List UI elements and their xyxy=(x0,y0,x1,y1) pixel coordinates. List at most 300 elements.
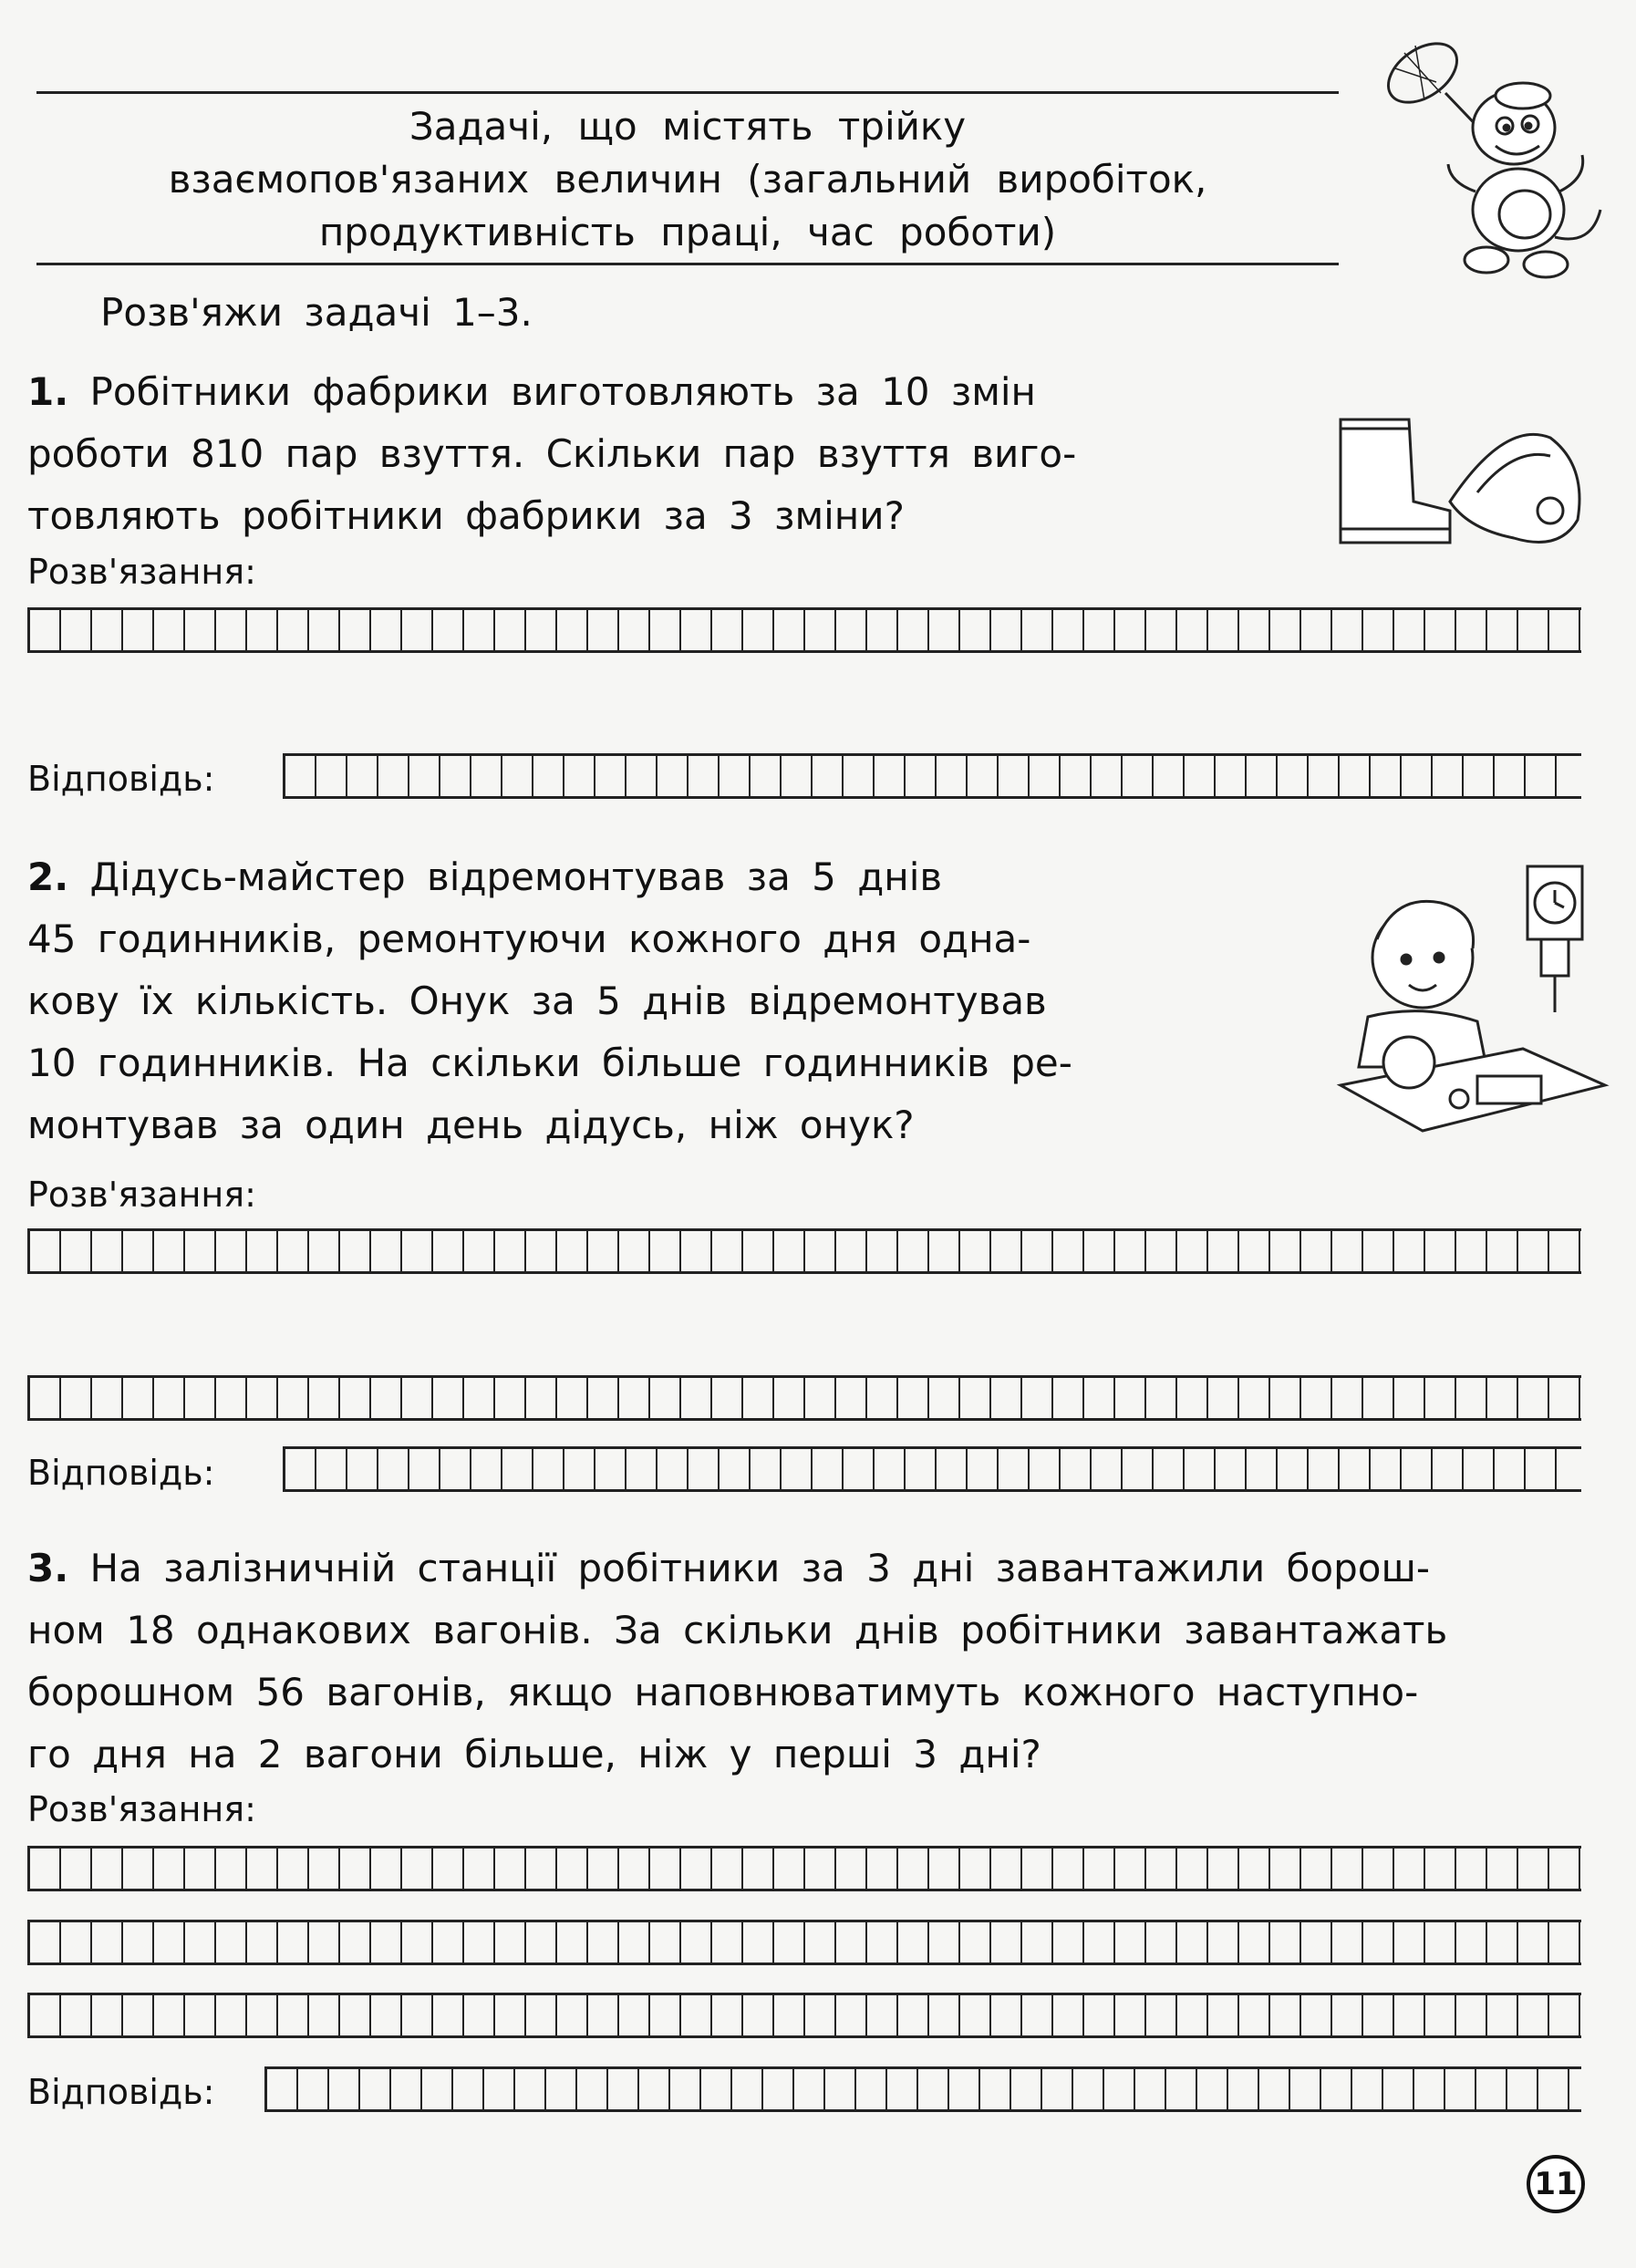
grid-cell[interactable] xyxy=(1061,756,1092,796)
grid-cell[interactable] xyxy=(557,1922,588,1962)
grid-cell[interactable] xyxy=(1247,756,1278,796)
grid-cell[interactable] xyxy=(1425,1922,1456,1962)
grid-cell[interactable] xyxy=(216,1378,247,1418)
grid-cell[interactable] xyxy=(1259,2069,1290,2109)
grid-cell[interactable] xyxy=(1208,610,1239,650)
grid-cell[interactable] xyxy=(867,1995,898,2035)
grid-cell[interactable] xyxy=(123,610,154,650)
grid-cell[interactable] xyxy=(1185,756,1216,796)
grid-cell[interactable] xyxy=(794,2069,825,2109)
grid-cell[interactable] xyxy=(1053,1378,1084,1418)
grid-cell[interactable] xyxy=(61,1995,92,2035)
grid-cell[interactable] xyxy=(588,1849,619,1889)
grid-cell[interactable] xyxy=(154,1849,185,1889)
grid-cell[interactable] xyxy=(1011,2069,1042,2109)
grid-cell[interactable] xyxy=(774,1849,805,1889)
grid-cell[interactable] xyxy=(782,756,813,796)
grid-cell[interactable] xyxy=(247,1995,278,2035)
grid-cell[interactable] xyxy=(1104,2069,1135,2109)
grid-cell[interactable] xyxy=(774,1378,805,1418)
grid-cell[interactable] xyxy=(216,1849,247,1889)
grid-cell[interactable] xyxy=(1239,1922,1270,1962)
grid-cell[interactable] xyxy=(619,1922,650,1962)
grid-cell[interactable] xyxy=(123,1231,154,1271)
grid-cell[interactable] xyxy=(1084,1922,1115,1962)
grid-cell[interactable] xyxy=(1177,610,1208,650)
grid-cell[interactable] xyxy=(836,1231,867,1271)
grid-cell[interactable] xyxy=(1456,1231,1487,1271)
grid-cell[interactable] xyxy=(471,1449,502,1489)
grid-cell[interactable] xyxy=(1332,1922,1363,1962)
grid-cell[interactable] xyxy=(732,2069,763,2109)
grid-cell[interactable] xyxy=(329,2069,360,2109)
grid-cell[interactable] xyxy=(1301,610,1332,650)
grid-cell[interactable] xyxy=(1301,1922,1332,1962)
grid-cell[interactable] xyxy=(1549,1849,1580,1889)
grid-cell[interactable] xyxy=(658,1449,689,1489)
task-1-solution-grid[interactable] xyxy=(27,607,1581,653)
grid-cell[interactable] xyxy=(185,1995,216,2035)
grid-cell[interactable] xyxy=(402,1231,433,1271)
grid-cell[interactable] xyxy=(526,610,557,650)
grid-cell[interactable] xyxy=(1487,1922,1518,1962)
grid-cell[interactable] xyxy=(1061,1449,1092,1489)
grid-cell[interactable] xyxy=(1425,1995,1456,2035)
grid-cell[interactable] xyxy=(595,1449,626,1489)
grid-cell[interactable] xyxy=(999,1449,1030,1489)
grid-cell[interactable] xyxy=(185,1849,216,1889)
grid-cell[interactable] xyxy=(1030,756,1061,796)
grid-cell[interactable] xyxy=(1278,756,1309,796)
grid-cell[interactable] xyxy=(1394,1378,1425,1418)
grid-cell[interactable] xyxy=(588,610,619,650)
grid-cell[interactable] xyxy=(619,1849,650,1889)
grid-cell[interactable] xyxy=(1425,610,1456,650)
grid-cell[interactable] xyxy=(1425,1378,1456,1418)
grid-cell[interactable] xyxy=(1270,1922,1301,1962)
grid-cell[interactable] xyxy=(805,610,836,650)
grid-cell[interactable] xyxy=(929,1922,960,1962)
grid-cell[interactable] xyxy=(875,756,906,796)
grid-cell[interactable] xyxy=(402,610,433,650)
grid-cell[interactable] xyxy=(906,756,937,796)
grid-cell[interactable] xyxy=(813,756,844,796)
grid-cell[interactable] xyxy=(595,756,626,796)
grid-cell[interactable] xyxy=(371,1995,402,2035)
grid-cell[interactable] xyxy=(154,1231,185,1271)
grid-cell[interactable] xyxy=(619,1995,650,2035)
grid-cell[interactable] xyxy=(929,1995,960,2035)
grid-cell[interactable] xyxy=(1177,1231,1208,1271)
grid-cell[interactable] xyxy=(1456,1849,1487,1889)
grid-cell[interactable] xyxy=(856,2069,887,2109)
grid-cell[interactable] xyxy=(619,610,650,650)
grid-cell[interactable] xyxy=(1433,1449,1464,1489)
grid-cell[interactable] xyxy=(681,1922,712,1962)
grid-cell[interactable] xyxy=(515,2069,546,2109)
grid-cell[interactable] xyxy=(495,1231,526,1271)
grid-cell[interactable] xyxy=(1309,756,1340,796)
grid-cell[interactable] xyxy=(670,2069,701,2109)
grid-cell[interactable] xyxy=(433,1995,464,2035)
grid-cell[interactable] xyxy=(433,610,464,650)
grid-cell[interactable] xyxy=(340,1922,371,1962)
grid-cell[interactable] xyxy=(887,2069,918,2109)
grid-cell[interactable] xyxy=(1146,1995,1177,2035)
grid-cell[interactable] xyxy=(712,610,743,650)
grid-cell[interactable] xyxy=(1053,1231,1084,1271)
grid-cell[interactable] xyxy=(1487,1995,1518,2035)
grid-cell[interactable] xyxy=(1053,1849,1084,1889)
grid-cell[interactable] xyxy=(639,2069,670,2109)
grid-cell[interactable] xyxy=(991,1922,1022,1962)
grid-cell[interactable] xyxy=(774,1231,805,1271)
grid-cell[interactable] xyxy=(526,1849,557,1889)
grid-cell[interactable] xyxy=(1487,1378,1518,1418)
grid-cell[interactable] xyxy=(968,756,999,796)
grid-cell[interactable] xyxy=(402,1995,433,2035)
grid-cell[interactable] xyxy=(898,1995,929,2035)
grid-cell[interactable] xyxy=(1092,1449,1123,1489)
grid-cell[interactable] xyxy=(495,1378,526,1418)
grid-cell[interactable] xyxy=(433,1231,464,1271)
grid-cell[interactable] xyxy=(825,2069,856,2109)
grid-cell[interactable] xyxy=(1549,1995,1580,2035)
grid-cell[interactable] xyxy=(1197,2069,1228,2109)
grid-cell[interactable] xyxy=(464,610,495,650)
grid-cell[interactable] xyxy=(720,1449,751,1489)
grid-cell[interactable] xyxy=(1518,1231,1549,1271)
grid-cell[interactable] xyxy=(216,610,247,650)
grid-cell[interactable] xyxy=(991,1995,1022,2035)
grid-cell[interactable] xyxy=(316,756,347,796)
grid-cell[interactable] xyxy=(1053,610,1084,650)
grid-cell[interactable] xyxy=(1301,1378,1332,1418)
grid-cell[interactable] xyxy=(1538,2069,1569,2109)
grid-cell[interactable] xyxy=(533,1449,564,1489)
grid-cell[interactable] xyxy=(1340,756,1371,796)
grid-cell[interactable] xyxy=(1092,756,1123,796)
grid-cell[interactable] xyxy=(1507,2069,1538,2109)
grid-cell[interactable] xyxy=(216,1995,247,2035)
grid-cell[interactable] xyxy=(1321,2069,1352,2109)
grid-cell[interactable] xyxy=(1115,1849,1146,1889)
grid-cell[interactable] xyxy=(564,756,595,796)
grid-cell[interactable] xyxy=(1216,756,1247,796)
grid-cell[interactable] xyxy=(1239,610,1270,650)
grid-cell[interactable] xyxy=(1394,1995,1425,2035)
grid-cell[interactable] xyxy=(712,1995,743,2035)
grid-cell[interactable] xyxy=(1239,1231,1270,1271)
grid-cell[interactable] xyxy=(1208,1378,1239,1418)
grid-cell[interactable] xyxy=(681,1995,712,2035)
grid-cell[interactable] xyxy=(61,1849,92,1889)
grid-cell[interactable] xyxy=(1208,1231,1239,1271)
grid-cell[interactable] xyxy=(689,1449,720,1489)
grid-cell[interactable] xyxy=(1146,1231,1177,1271)
grid-cell[interactable] xyxy=(1425,1231,1456,1271)
grid-cell[interactable] xyxy=(1518,1995,1549,2035)
grid-cell[interactable] xyxy=(1526,1449,1557,1489)
grid-cell[interactable] xyxy=(906,1449,937,1489)
grid-cell[interactable] xyxy=(743,1849,774,1889)
grid-cell[interactable] xyxy=(577,2069,608,2109)
grid-cell[interactable] xyxy=(1270,610,1301,650)
grid-cell[interactable] xyxy=(681,1378,712,1418)
grid-cell[interactable] xyxy=(409,756,440,796)
task-3-solution-grid-row-1[interactable] xyxy=(27,1846,1581,1891)
task-2-solution-grid-row-2[interactable] xyxy=(27,1375,1581,1421)
grid-cell[interactable] xyxy=(1414,2069,1445,2109)
grid-cell[interactable] xyxy=(30,610,61,650)
grid-cell[interactable] xyxy=(875,1449,906,1489)
grid-cell[interactable] xyxy=(898,1849,929,1889)
grid-cell[interactable] xyxy=(1487,1849,1518,1889)
grid-cell[interactable] xyxy=(1363,1995,1394,2035)
grid-cell[interactable] xyxy=(278,1231,309,1271)
grid-cell[interactable] xyxy=(1464,1449,1495,1489)
grid-cell[interactable] xyxy=(92,1849,123,1889)
grid-cell[interactable] xyxy=(1146,1922,1177,1962)
grid-cell[interactable] xyxy=(1332,1995,1363,2035)
grid-cell[interactable] xyxy=(30,1378,61,1418)
grid-cell[interactable] xyxy=(1363,610,1394,650)
grid-cell[interactable] xyxy=(1177,1378,1208,1418)
grid-cell[interactable] xyxy=(185,610,216,650)
grid-cell[interactable] xyxy=(216,1922,247,1962)
grid-cell[interactable] xyxy=(433,1378,464,1418)
grid-cell[interactable] xyxy=(402,1378,433,1418)
grid-cell[interactable] xyxy=(619,1378,650,1418)
grid-cell[interactable] xyxy=(867,1922,898,1962)
grid-cell[interactable] xyxy=(340,1378,371,1418)
grid-cell[interactable] xyxy=(309,1849,340,1889)
grid-cell[interactable] xyxy=(1208,1995,1239,2035)
grid-cell[interactable] xyxy=(495,610,526,650)
grid-cell[interactable] xyxy=(844,1449,875,1489)
grid-cell[interactable] xyxy=(123,1922,154,1962)
grid-cell[interactable] xyxy=(453,2069,484,2109)
grid-cell[interactable] xyxy=(30,1849,61,1889)
grid-cell[interactable] xyxy=(154,1378,185,1418)
grid-cell[interactable] xyxy=(1216,1449,1247,1489)
grid-cell[interactable] xyxy=(1022,1849,1053,1889)
grid-cell[interactable] xyxy=(1185,1449,1216,1489)
task-3-solution-grid-row-2[interactable] xyxy=(27,1920,1581,1965)
grid-cell[interactable] xyxy=(836,1378,867,1418)
grid-cell[interactable] xyxy=(929,1849,960,1889)
grid-cell[interactable] xyxy=(309,1378,340,1418)
grid-cell[interactable] xyxy=(1115,1922,1146,1962)
grid-cell[interactable] xyxy=(650,610,681,650)
grid-cell[interactable] xyxy=(1309,1449,1340,1489)
grid-cell[interactable] xyxy=(378,1449,409,1489)
grid-cell[interactable] xyxy=(720,756,751,796)
grid-cell[interactable] xyxy=(1402,1449,1433,1489)
grid-cell[interactable] xyxy=(422,2069,453,2109)
grid-cell[interactable] xyxy=(960,1995,991,2035)
grid-cell[interactable] xyxy=(1549,610,1580,650)
grid-cell[interactable] xyxy=(805,1922,836,1962)
grid-cell[interactable] xyxy=(1371,756,1402,796)
grid-cell[interactable] xyxy=(1332,610,1363,650)
grid-cell[interactable] xyxy=(285,1449,316,1489)
grid-cell[interactable] xyxy=(1084,610,1115,650)
grid-cell[interactable] xyxy=(1022,1378,1053,1418)
grid-cell[interactable] xyxy=(1332,1849,1363,1889)
grid-cell[interactable] xyxy=(805,1231,836,1271)
grid-cell[interactable] xyxy=(1247,1449,1278,1489)
grid-cell[interactable] xyxy=(805,1378,836,1418)
grid-cell[interactable] xyxy=(247,1849,278,1889)
grid-cell[interactable] xyxy=(1332,1378,1363,1418)
task-1-answer-grid[interactable] xyxy=(283,753,1581,799)
grid-cell[interactable] xyxy=(502,1449,533,1489)
grid-cell[interactable] xyxy=(278,1995,309,2035)
grid-cell[interactable] xyxy=(588,1995,619,2035)
grid-cell[interactable] xyxy=(1208,1922,1239,1962)
grid-cell[interactable] xyxy=(836,1849,867,1889)
grid-cell[interactable] xyxy=(564,1449,595,1489)
grid-cell[interactable] xyxy=(1278,1449,1309,1489)
grid-cell[interactable] xyxy=(267,2069,298,2109)
grid-cell[interactable] xyxy=(502,756,533,796)
grid-cell[interactable] xyxy=(991,1849,1022,1889)
grid-cell[interactable] xyxy=(309,1995,340,2035)
grid-cell[interactable] xyxy=(247,1231,278,1271)
grid-cell[interactable] xyxy=(980,2069,1011,2109)
grid-cell[interactable] xyxy=(626,1449,658,1489)
grid-cell[interactable] xyxy=(867,1231,898,1271)
grid-cell[interactable] xyxy=(743,1922,774,1962)
grid-cell[interactable] xyxy=(1270,1849,1301,1889)
grid-cell[interactable] xyxy=(1456,610,1487,650)
grid-cell[interactable] xyxy=(61,1378,92,1418)
grid-cell[interactable] xyxy=(285,756,316,796)
grid-cell[interactable] xyxy=(626,756,658,796)
grid-cell[interactable] xyxy=(1526,756,1557,796)
grid-cell[interactable] xyxy=(689,756,720,796)
grid-cell[interactable] xyxy=(1177,1995,1208,2035)
grid-cell[interactable] xyxy=(1456,1922,1487,1962)
grid-cell[interactable] xyxy=(867,1849,898,1889)
grid-cell[interactable] xyxy=(278,1849,309,1889)
grid-cell[interactable] xyxy=(1383,2069,1414,2109)
grid-cell[interactable] xyxy=(1177,1849,1208,1889)
grid-cell[interactable] xyxy=(1022,1231,1053,1271)
grid-cell[interactable] xyxy=(588,1231,619,1271)
grid-cell[interactable] xyxy=(991,1231,1022,1271)
grid-cell[interactable] xyxy=(968,1449,999,1489)
grid-cell[interactable] xyxy=(1030,1449,1061,1489)
grid-cell[interactable] xyxy=(247,610,278,650)
grid-cell[interactable] xyxy=(898,1922,929,1962)
grid-cell[interactable] xyxy=(557,1995,588,2035)
grid-cell[interactable] xyxy=(1084,1849,1115,1889)
grid-cell[interactable] xyxy=(123,1995,154,2035)
grid-cell[interactable] xyxy=(1476,2069,1507,2109)
grid-cell[interactable] xyxy=(805,1995,836,2035)
grid-cell[interactable] xyxy=(1115,1231,1146,1271)
grid-cell[interactable] xyxy=(1084,1231,1115,1271)
grid-cell[interactable] xyxy=(650,1849,681,1889)
grid-cell[interactable] xyxy=(1146,610,1177,650)
grid-cell[interactable] xyxy=(1433,756,1464,796)
grid-cell[interactable] xyxy=(464,1995,495,2035)
grid-cell[interactable] xyxy=(1022,610,1053,650)
grid-cell[interactable] xyxy=(92,1995,123,2035)
grid-cell[interactable] xyxy=(409,1449,440,1489)
grid-cell[interactable] xyxy=(1053,1995,1084,2035)
grid-cell[interactable] xyxy=(1487,610,1518,650)
task-3-solution-grid-row-3[interactable] xyxy=(27,1993,1581,2038)
grid-cell[interactable] xyxy=(751,756,782,796)
grid-cell[interactable] xyxy=(1402,756,1433,796)
grid-cell[interactable] xyxy=(185,1378,216,1418)
grid-cell[interactable] xyxy=(378,756,409,796)
grid-cell[interactable] xyxy=(1084,1995,1115,2035)
task-2-solution-grid-row-1[interactable] xyxy=(27,1228,1581,1274)
grid-cell[interactable] xyxy=(371,1922,402,1962)
grid-cell[interactable] xyxy=(1177,1922,1208,1962)
grid-cell[interactable] xyxy=(991,1378,1022,1418)
grid-cell[interactable] xyxy=(526,1995,557,2035)
grid-cell[interactable] xyxy=(1301,1995,1332,2035)
grid-cell[interactable] xyxy=(1518,610,1549,650)
grid-cell[interactable] xyxy=(1208,1849,1239,1889)
grid-cell[interactable] xyxy=(316,1449,347,1489)
grid-cell[interactable] xyxy=(650,1378,681,1418)
grid-cell[interactable] xyxy=(929,1231,960,1271)
grid-cell[interactable] xyxy=(918,2069,949,2109)
grid-cell[interactable] xyxy=(743,1231,774,1271)
grid-cell[interactable] xyxy=(1352,2069,1383,2109)
grid-cell[interactable] xyxy=(1394,1231,1425,1271)
grid-cell[interactable] xyxy=(681,610,712,650)
grid-cell[interactable] xyxy=(92,1922,123,1962)
grid-cell[interactable] xyxy=(278,1378,309,1418)
grid-cell[interactable] xyxy=(960,1378,991,1418)
grid-cell[interactable] xyxy=(216,1231,247,1271)
grid-cell[interactable] xyxy=(340,1995,371,2035)
grid-cell[interactable] xyxy=(782,1449,813,1489)
grid-cell[interactable] xyxy=(681,1231,712,1271)
grid-cell[interactable] xyxy=(701,2069,732,2109)
grid-cell[interactable] xyxy=(960,610,991,650)
grid-cell[interactable] xyxy=(464,1378,495,1418)
grid-cell[interactable] xyxy=(712,1922,743,1962)
grid-cell[interactable] xyxy=(1022,1995,1053,2035)
grid-cell[interactable] xyxy=(937,756,968,796)
grid-cell[interactable] xyxy=(278,610,309,650)
grid-cell[interactable] xyxy=(1332,1231,1363,1271)
grid-cell[interactable] xyxy=(1549,1231,1580,1271)
grid-cell[interactable] xyxy=(960,1849,991,1889)
grid-cell[interactable] xyxy=(92,1231,123,1271)
grid-cell[interactable] xyxy=(960,1922,991,1962)
grid-cell[interactable] xyxy=(185,1231,216,1271)
grid-cell[interactable] xyxy=(371,1378,402,1418)
grid-cell[interactable] xyxy=(836,1922,867,1962)
grid-cell[interactable] xyxy=(712,1849,743,1889)
grid-cell[interactable] xyxy=(185,1922,216,1962)
grid-cell[interactable] xyxy=(92,1378,123,1418)
grid-cell[interactable] xyxy=(712,1378,743,1418)
grid-cell[interactable] xyxy=(464,1849,495,1889)
grid-cell[interactable] xyxy=(712,1231,743,1271)
grid-cell[interactable] xyxy=(1394,1849,1425,1889)
grid-cell[interactable] xyxy=(1456,1378,1487,1418)
